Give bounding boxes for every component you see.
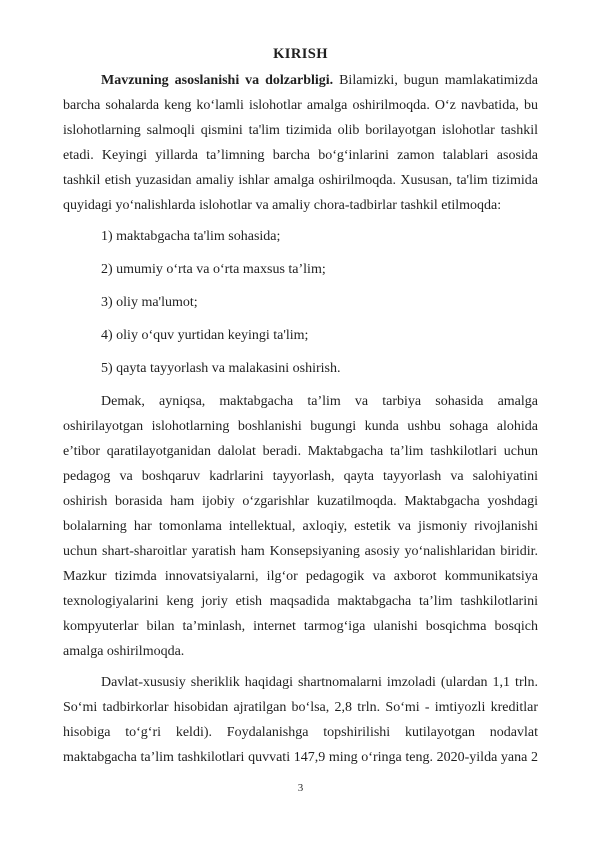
list-item-1: 1) maktabgacha ta'lim sohasida;	[101, 229, 281, 244]
list-item-3: 3) oliy ma'lumot;	[101, 295, 198, 310]
intro-lead-bold: Mavzuning asoslanishi va dolzarbligi.	[101, 73, 334, 88]
intro-text: Bilamizki, bugun mamlakatimizda barcha sohalarda keng ko‘lamli islohotlar amalga oshirilmoqda. O‘z navbatida, bu islohotlarning salmoqli qismini ta'lim tizimida olib borilayotgan islohotlar tashkil etadi. Keyingi yillarda ta’limning barcha bo‘g‘inlarini zamon talablari asosida tashkil etish yuzasidan amaliy ishlar amalga oshirilmoqda. Xususan, ta'lim tizimida quyidagi yo‘nalishlarda islohotlar va amaliy chora-tadbirlar tashkil etilmoqda:	[63, 73, 538, 213]
paragraph-demak: Demak, ayniqsa, maktabgacha ta’lim va tarbiya sohasida amalga oshirilayotgan islohotlarning boshlanishi bugungi kunda ushbu sohaga alohida e’tibor qaratilayotganidan dalolat beradi. Maktabgacha ta’lim tashkilotlari uchun pedagog va boshqaruv kadrlarini tayyorlash, qayta tayyorlash va salohiyatini oshirish borasida ham ijobiy o‘zgarishlar kuzatilmoqda. Maktabgacha yoshdagi bolalarning har tomonlama intellektual, axloqiy, estetik va jismoniy rivojlanishi uchun shart-sharoitlar yaratish ham Konsepsiyaning asosiy yo‘nalishlaridan biridir. Mazkur tizimda innovatsiyalarni, ilg‘or pedagogik va axborot kommunikatsiya texnologiyalarini keng joriy etish maqsadida maktabgacha ta’lim tashkilotlarini kompyuterlar bilan ta’minlash, internet tarmog‘iga ulanishi bosqichma bosqich amalga oshirilmoqda.	[63, 394, 538, 659]
document-title: KIRISH	[273, 46, 328, 62]
page-number: 3	[297, 782, 304, 794]
paragraph-davlat: Davlat-xususiy sheriklik haqidagi shartnomalarni imzoladi (ulardan 1,1 trln. So‘mi tadbirkorlar hisobidan ajratilgan bo‘lsa, 2,8 trln. So‘mi - imtiyozli kreditlar hisobiga to‘g‘ri keldi). Foydalanishga topshirilishi kutilayotgan nodavlat maktabgacha ta’lim tashkilotlari quvvati 147,9 ming o‘ringa teng. 2020-yilda yana 2	[63, 675, 538, 765]
list-item-5: 5) qayta tayyorlash va malakasini oshirish.	[101, 361, 341, 376]
intro-paragraph	[63, 68, 538, 218]
list-item-2: 2) umumiy o‘rta va o‘rta maxsus ta’lim;	[101, 262, 326, 277]
list-item-4: 4) oliy o‘quv yurtidan keyingi ta'lim;	[101, 328, 309, 343]
